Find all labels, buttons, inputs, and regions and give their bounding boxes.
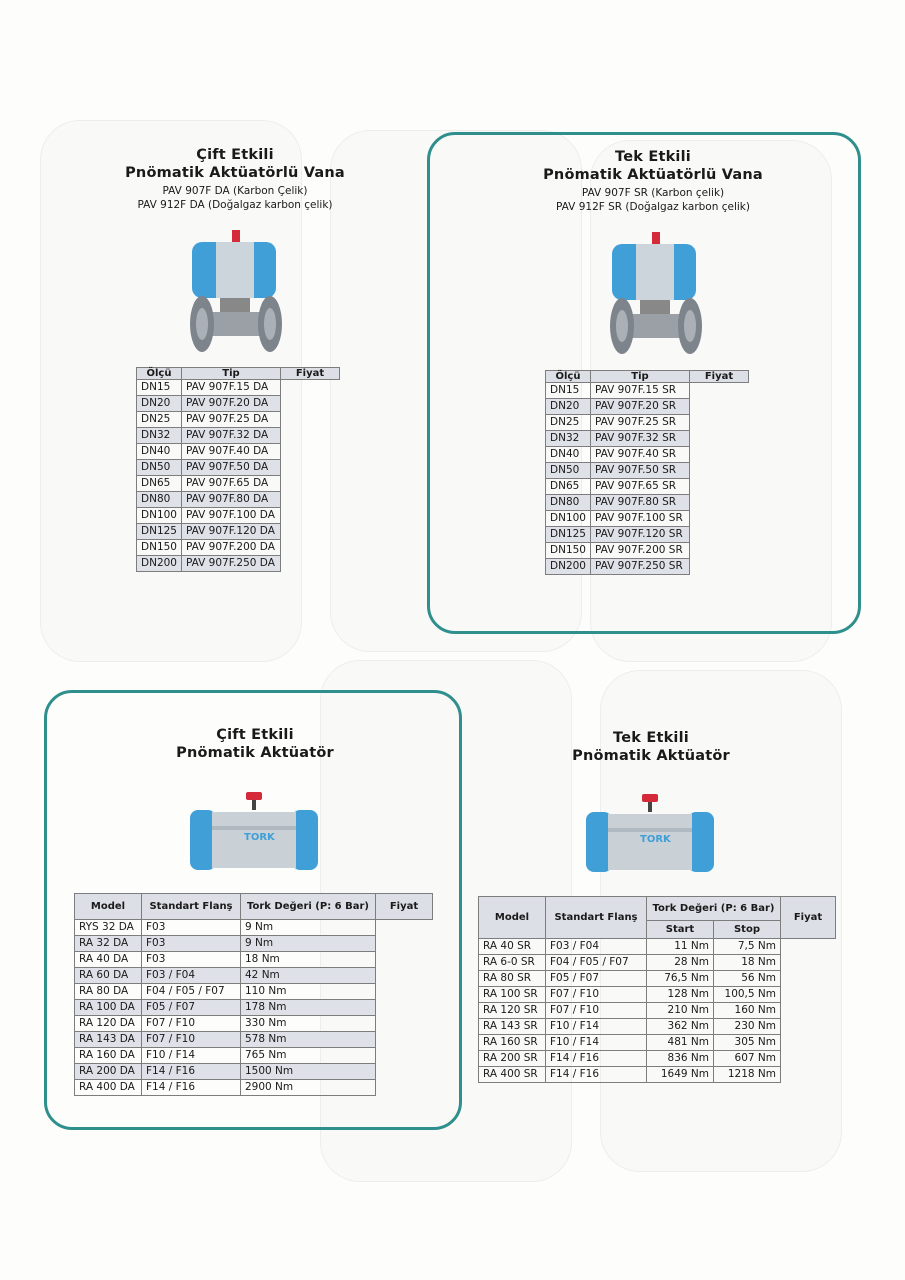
table-row xyxy=(75,1064,433,1080)
valve-double-section xyxy=(110,146,360,212)
table-cell: PAV 907F.65 SR xyxy=(590,479,689,495)
table-cell: F03 xyxy=(142,952,241,968)
empty-price-cell xyxy=(376,1032,433,1048)
table-cell: RA 120 SR xyxy=(479,1003,546,1019)
table-cell: DN125 xyxy=(137,524,182,540)
table-cell: RA 60 DA xyxy=(75,968,142,984)
table-row xyxy=(479,955,836,971)
column-header: Fiyat xyxy=(689,371,748,383)
table-cell: F03 xyxy=(142,920,241,936)
table-cell: PAV 907F.120 DA xyxy=(181,524,280,540)
empty-price-cell xyxy=(280,492,339,508)
table-cell: RA 160 SR xyxy=(479,1035,546,1051)
ball-valve-image xyxy=(602,230,706,356)
table-row xyxy=(137,380,340,396)
table-row xyxy=(546,543,749,559)
empty-price-cell xyxy=(689,415,748,431)
column-header: Tip xyxy=(181,368,280,380)
table-cell: DN25 xyxy=(546,415,591,431)
table-cell: DN20 xyxy=(137,396,182,412)
actuator-single-table xyxy=(478,896,836,1083)
table-row xyxy=(546,383,749,399)
table-cell: F07 / F10 xyxy=(546,1003,647,1019)
section-title: Pnömatik Aktüatör xyxy=(572,748,730,764)
table-cell: DN100 xyxy=(137,508,182,524)
empty-price-cell xyxy=(689,559,748,575)
table-cell: DN125 xyxy=(546,527,591,543)
table-row xyxy=(479,1035,836,1051)
table-cell: 28 Nm xyxy=(647,955,714,971)
table-cell: 362 Nm xyxy=(647,1019,714,1035)
table-cell: DN200 xyxy=(546,559,591,575)
table-row xyxy=(546,447,749,463)
table-cell: DN20 xyxy=(546,399,591,415)
table-cell: F14 / F16 xyxy=(142,1064,241,1080)
table-cell: PAV 907F.15 DA xyxy=(181,380,280,396)
table-cell: DN80 xyxy=(137,492,182,508)
table-cell: DN50 xyxy=(137,460,182,476)
table-cell: DN50 xyxy=(546,463,591,479)
table-cell: RA 40 SR xyxy=(479,939,546,955)
table-cell: 110 Nm xyxy=(241,984,376,1000)
empty-price-cell xyxy=(376,984,433,1000)
table-row xyxy=(546,495,749,511)
table-row xyxy=(546,479,749,495)
column-header: Model xyxy=(75,894,142,920)
table-row xyxy=(137,412,340,428)
table-cell: PAV 907F.80 DA xyxy=(181,492,280,508)
empty-price-cell xyxy=(781,1051,836,1067)
empty-price-cell xyxy=(781,1019,836,1035)
table-cell: RA 400 DA xyxy=(75,1080,142,1096)
empty-price-cell xyxy=(689,543,748,559)
table-row xyxy=(546,559,749,575)
table-cell: PAV 907F.40 SR xyxy=(590,447,689,463)
empty-price-cell xyxy=(280,540,339,556)
empty-price-cell xyxy=(781,987,836,1003)
table-cell: 578 Nm xyxy=(241,1032,376,1048)
section-subtitle: PAV 907F DA (Karbon Çelik) xyxy=(162,185,308,197)
column-header: Fiyat xyxy=(280,368,339,380)
table-cell: 1218 Nm xyxy=(714,1067,781,1083)
empty-price-cell xyxy=(280,380,339,396)
table-row xyxy=(75,968,433,984)
table-cell: PAV 907F.100 SR xyxy=(590,511,689,527)
column-header: Fiyat xyxy=(376,894,433,920)
table-row xyxy=(137,476,340,492)
empty-price-cell xyxy=(376,1080,433,1096)
table-cell: F14 / F16 xyxy=(546,1051,647,1067)
table-cell: 330 Nm xyxy=(241,1016,376,1032)
empty-price-cell xyxy=(376,1064,433,1080)
table-cell: RA 143 SR xyxy=(479,1019,546,1035)
table-cell: PAV 907F.120 SR xyxy=(590,527,689,543)
table-cell: F14 / F16 xyxy=(546,1067,647,1083)
table-cell: PAV 907F.15 SR xyxy=(590,383,689,399)
table-cell: 2900 Nm xyxy=(241,1080,376,1096)
table-cell: DN32 xyxy=(137,428,182,444)
section-title: Pnömatik Aktüatörlü Vana xyxy=(125,165,345,181)
valve-single-table xyxy=(545,370,749,575)
table-row xyxy=(479,987,836,1003)
empty-price-cell xyxy=(280,444,339,460)
ball-valve-image xyxy=(182,228,286,354)
table-row xyxy=(546,463,749,479)
table-cell: F05 / F07 xyxy=(546,971,647,987)
table-cell: DN80 xyxy=(546,495,591,511)
table-cell: F07 / F10 xyxy=(546,987,647,1003)
table-cell: 765 Nm xyxy=(241,1048,376,1064)
table-cell: DN40 xyxy=(137,444,182,460)
table-cell: 76,5 Nm xyxy=(647,971,714,987)
table-cell: DN15 xyxy=(546,383,591,399)
empty-price-cell xyxy=(280,556,339,572)
table-cell: DN65 xyxy=(546,479,591,495)
table-cell: F07 / F10 xyxy=(142,1032,241,1048)
table-row xyxy=(137,508,340,524)
empty-price-cell xyxy=(689,463,748,479)
table-cell: 100,5 Nm xyxy=(714,987,781,1003)
empty-price-cell xyxy=(280,524,339,540)
table-cell: DN32 xyxy=(546,431,591,447)
empty-price-cell xyxy=(376,1000,433,1016)
empty-price-cell xyxy=(689,431,748,447)
section-title: Pnömatik Aktüatör xyxy=(176,745,334,761)
empty-price-cell xyxy=(376,936,433,952)
table-cell: RA 80 SR xyxy=(479,971,546,987)
table-cell: DN65 xyxy=(137,476,182,492)
table-cell: RA 100 SR xyxy=(479,987,546,1003)
empty-price-cell xyxy=(689,511,748,527)
table-cell: DN200 xyxy=(137,556,182,572)
table-cell: DN100 xyxy=(546,511,591,527)
table-cell: PAV 907F.200 DA xyxy=(181,540,280,556)
table-cell: 160 Nm xyxy=(714,1003,781,1019)
table-row xyxy=(75,1016,433,1032)
section-subtitle: PAV 912F DA (Doğalgaz karbon çelik) xyxy=(137,199,333,211)
table-cell: 18 Nm xyxy=(241,952,376,968)
empty-price-cell xyxy=(280,508,339,524)
column-header: Ölçü xyxy=(546,371,591,383)
table-cell: F10 / F14 xyxy=(546,1019,647,1035)
table-row xyxy=(137,540,340,556)
table-cell: PAV 907F.20 DA xyxy=(181,396,280,412)
table-cell: RA 200 SR xyxy=(479,1051,546,1067)
column-header: Ölçü xyxy=(137,368,182,380)
table-cell: 18 Nm xyxy=(714,955,781,971)
actuator-single-section xyxy=(546,729,756,765)
table-cell: RA 120 DA xyxy=(75,1016,142,1032)
column-header: Model xyxy=(479,897,546,939)
table-cell: PAV 907F.65 DA xyxy=(181,476,280,492)
pneumatic-actuator-image xyxy=(186,790,322,876)
section-title: Çift Etkili xyxy=(216,727,294,743)
table-cell: RA 6-0 SR xyxy=(479,955,546,971)
table-row xyxy=(75,920,433,936)
section-title: Pnömatik Aktüatörlü Vana xyxy=(543,167,763,183)
table-row xyxy=(479,1019,836,1035)
table-cell: PAV 907F.80 SR xyxy=(590,495,689,511)
table-cell: F04 / F05 / F07 xyxy=(546,955,647,971)
table-row xyxy=(137,524,340,540)
table-row xyxy=(75,936,433,952)
table-row xyxy=(546,415,749,431)
table-cell: 9 Nm xyxy=(241,920,376,936)
column-header: Tork Değeri (P: 6 Bar) xyxy=(647,897,781,921)
empty-price-cell xyxy=(280,476,339,492)
column-header: Tork Değeri (P: 6 Bar) xyxy=(241,894,376,920)
table-cell: 607 Nm xyxy=(714,1051,781,1067)
table-row xyxy=(75,1048,433,1064)
column-header: Start xyxy=(647,921,714,939)
table-cell: F04 / F05 / F07 xyxy=(142,984,241,1000)
actuator-double-section xyxy=(150,726,360,762)
table-cell: PAV 907F.32 SR xyxy=(590,431,689,447)
table-cell: 305 Nm xyxy=(714,1035,781,1051)
empty-price-cell xyxy=(781,971,836,987)
table-cell: 210 Nm xyxy=(647,1003,714,1019)
column-header: Stop xyxy=(714,921,781,939)
table-cell: RYS 32 DA xyxy=(75,920,142,936)
table-cell: PAV 907F.25 SR xyxy=(590,415,689,431)
table-cell: F05 / F07 xyxy=(142,1000,241,1016)
table-cell: 42 Nm xyxy=(241,968,376,984)
empty-price-cell xyxy=(689,383,748,399)
table-cell: 11 Nm xyxy=(647,939,714,955)
table-row xyxy=(479,971,836,987)
table-cell: DN15 xyxy=(137,380,182,396)
table-row xyxy=(75,952,433,968)
table-cell: PAV 907F.200 SR xyxy=(590,543,689,559)
table-cell: PAV 907F.250 DA xyxy=(181,556,280,572)
table-cell: RA 400 SR xyxy=(479,1067,546,1083)
table-cell: RA 40 DA xyxy=(75,952,142,968)
table-row xyxy=(75,1000,433,1016)
valve-double-table xyxy=(136,367,340,572)
table-cell: DN150 xyxy=(137,540,182,556)
table-cell: PAV 907F.40 DA xyxy=(181,444,280,460)
table-row xyxy=(137,444,340,460)
table-cell: 230 Nm xyxy=(714,1019,781,1035)
table-row xyxy=(137,492,340,508)
table-row xyxy=(546,431,749,447)
table-row xyxy=(479,1067,836,1083)
table-row xyxy=(479,1051,836,1067)
table-cell: DN25 xyxy=(137,412,182,428)
column-header: Standart Flanş xyxy=(546,897,647,939)
column-header: Tip xyxy=(590,371,689,383)
table-cell: 178 Nm xyxy=(241,1000,376,1016)
table-cell: 1500 Nm xyxy=(241,1064,376,1080)
table-cell: 836 Nm xyxy=(647,1051,714,1067)
table-cell: RA 143 DA xyxy=(75,1032,142,1048)
table-cell: PAV 907F.250 SR xyxy=(590,559,689,575)
empty-price-cell xyxy=(280,396,339,412)
table-row xyxy=(546,399,749,415)
table-row xyxy=(546,511,749,527)
table-cell: F10 / F14 xyxy=(142,1048,241,1064)
section-title: Tek Etkili xyxy=(613,730,689,746)
empty-price-cell xyxy=(376,1016,433,1032)
empty-price-cell xyxy=(280,428,339,444)
table-row xyxy=(479,939,836,955)
table-cell: 481 Nm xyxy=(647,1035,714,1051)
table-cell: PAV 907F.25 DA xyxy=(181,412,280,428)
table-row xyxy=(546,527,749,543)
table-cell: F07 / F10 xyxy=(142,1016,241,1032)
table-cell: PAV 907F.50 SR xyxy=(590,463,689,479)
actuator-double-table xyxy=(74,893,433,1096)
table-cell: PAV 907F.20 SR xyxy=(590,399,689,415)
empty-price-cell xyxy=(689,399,748,415)
empty-price-cell xyxy=(781,1003,836,1019)
table-cell: F10 / F14 xyxy=(546,1035,647,1051)
empty-price-cell xyxy=(689,495,748,511)
empty-price-cell xyxy=(376,952,433,968)
empty-price-cell xyxy=(376,968,433,984)
section-title: Tek Etkili xyxy=(615,149,691,165)
valve-single-section xyxy=(518,148,788,214)
table-row xyxy=(75,1032,433,1048)
table-cell: RA 80 DA xyxy=(75,984,142,1000)
table-cell: DN40 xyxy=(546,447,591,463)
table-cell: 7,5 Nm xyxy=(714,939,781,955)
table-cell: PAV 907F.32 DA xyxy=(181,428,280,444)
section-subtitle: PAV 907F SR (Karbon çelik) xyxy=(581,187,725,199)
empty-price-cell xyxy=(376,1048,433,1064)
table-cell: RA 100 DA xyxy=(75,1000,142,1016)
table-cell: F03 xyxy=(142,936,241,952)
table-row xyxy=(137,460,340,476)
table-cell: F03 / F04 xyxy=(142,968,241,984)
pneumatic-actuator-image xyxy=(582,792,718,878)
column-header: Fiyat xyxy=(781,897,836,939)
table-cell: F03 / F04 xyxy=(546,939,647,955)
section-title: Çift Etkili xyxy=(196,147,274,163)
table-cell: RA 32 DA xyxy=(75,936,142,952)
table-cell: PAV 907F.100 DA xyxy=(181,508,280,524)
brand-logo: TORK xyxy=(640,834,671,845)
table-row xyxy=(75,1080,433,1096)
empty-price-cell xyxy=(781,955,836,971)
table-cell: 56 Nm xyxy=(714,971,781,987)
empty-price-cell xyxy=(689,527,748,543)
brand-logo: TORK xyxy=(244,832,275,843)
table-row xyxy=(75,984,433,1000)
empty-price-cell xyxy=(376,920,433,936)
table-cell: 1649 Nm xyxy=(647,1067,714,1083)
table-row xyxy=(137,396,340,412)
table-row xyxy=(479,1003,836,1019)
section-subtitle: PAV 912F SR (Doğalgaz karbon çelik) xyxy=(556,201,750,213)
column-header: Standart Flanş xyxy=(142,894,241,920)
table-cell: F14 / F16 xyxy=(142,1080,241,1096)
table-cell: 128 Nm xyxy=(647,987,714,1003)
table-cell: DN150 xyxy=(546,543,591,559)
table-row xyxy=(137,428,340,444)
empty-price-cell xyxy=(689,447,748,463)
table-cell: 9 Nm xyxy=(241,936,376,952)
empty-price-cell xyxy=(781,1035,836,1051)
table-cell: RA 160 DA xyxy=(75,1048,142,1064)
table-row xyxy=(137,556,340,572)
empty-price-cell xyxy=(781,939,836,955)
empty-price-cell xyxy=(280,460,339,476)
table-cell: RA 200 DA xyxy=(75,1064,142,1080)
empty-price-cell xyxy=(689,479,748,495)
empty-price-cell xyxy=(781,1067,836,1083)
empty-price-cell xyxy=(280,412,339,428)
table-cell: PAV 907F.50 DA xyxy=(181,460,280,476)
